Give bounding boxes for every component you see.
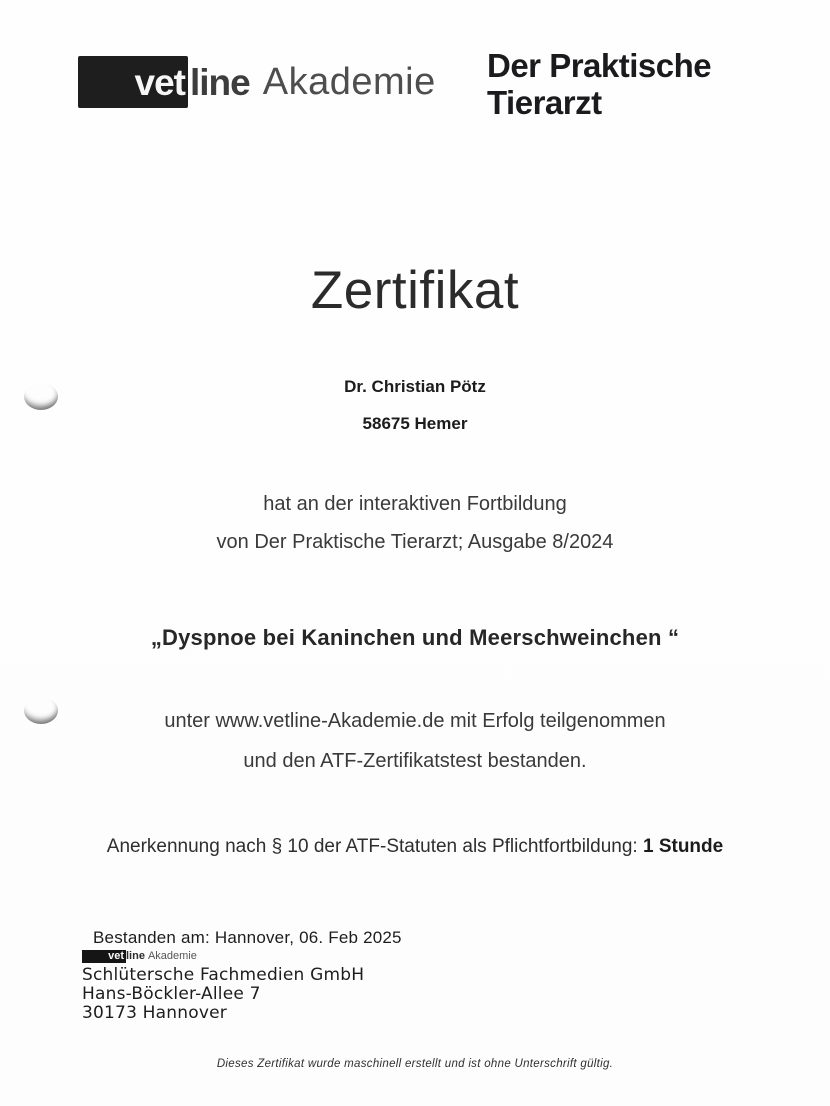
issuer-city: 30173 Hannover: [82, 1003, 227, 1023]
vetline-akademie-logo: [78, 56, 436, 108]
vet-logo-box: [78, 56, 188, 108]
issuer-address: [82, 966, 402, 1023]
vet-logo-text: vet: [134, 61, 185, 103]
issuer-street: Hans-Böckler-Allee 7: [82, 984, 261, 1004]
journal-logo-line2: Tierarzt: [487, 84, 602, 121]
course-title: „Dyspnoe bei Kaninchen und Meerschweinchen “: [150, 625, 680, 650]
intro-line-2: von Der Praktische Tierarzt; Ausgabe 8/2024: [216, 531, 614, 553]
akademie-logo-text: Akademie: [262, 61, 436, 103]
line-logo-text: line: [190, 61, 250, 103]
machine-issued-disclaimer: Dieses Zertifikat wurde maschinell erstellt und ist ohne Unterschrift gültig.: [216, 1058, 614, 1070]
recipient-name: Dr. Christian Pötz: [344, 377, 486, 396]
passed-date-line: Bestanden am: Hannover, 06. Feb 2025: [93, 928, 402, 947]
recipient-location: 58675 Hemer: [362, 414, 468, 433]
certificate-title: Zertifikat: [310, 261, 520, 320]
footer-akademie-logo-text: Akademie: [147, 950, 197, 962]
completion-line-1: unter www.vetline-Akademie.de mit Erfolg teilgenommen: [164, 710, 666, 732]
footer-vet-logo-box: [82, 950, 126, 963]
recognition-line: [0, 836, 830, 858]
footer-block: [82, 928, 402, 1023]
footer-vetline-logo: [82, 950, 402, 963]
intro-line-1: hat an der interaktiven Fortbildung: [263, 493, 567, 515]
footer-vet-logo-text: vet: [108, 950, 124, 962]
der-praktische-tierarzt-logo: [487, 47, 711, 121]
completion-line-2: und den ATF-Zertifikatstest bestanden.: [243, 750, 587, 772]
journal-logo-line1: Der Praktische: [487, 47, 712, 84]
issuer-company: Schlütersche Fachmedien GmbH: [82, 965, 365, 985]
recognition-label: Anerkennung nach § 10 der ATF-Statuten als Pflichtfortbildung:: [106, 836, 638, 857]
footer-line-logo-text: line: [126, 950, 145, 962]
recognition-value: 1 Stunde: [642, 836, 724, 857]
